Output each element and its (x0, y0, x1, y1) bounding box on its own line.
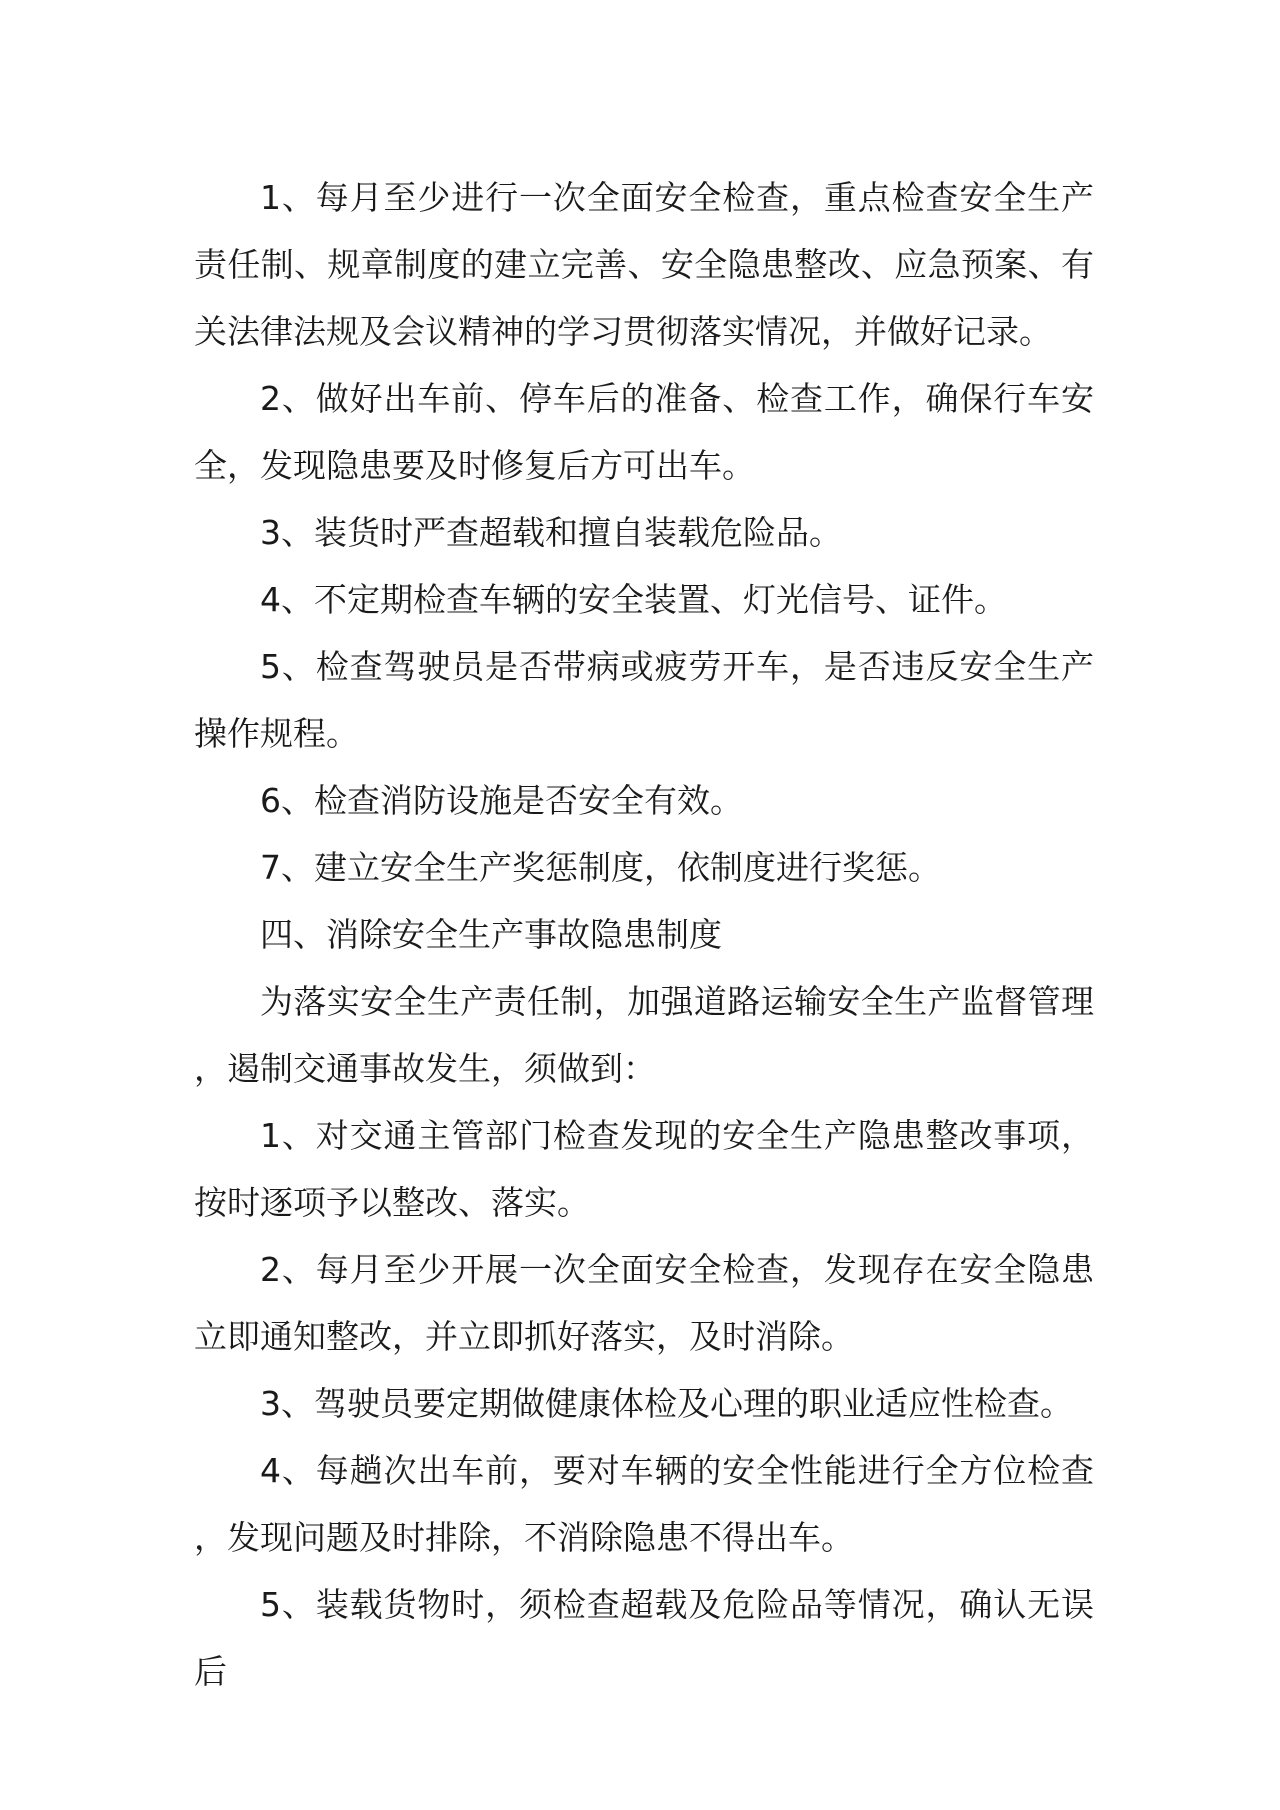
section-heading-hazard-elimination: 四、消除安全生产事故隐患制度 (260, 915, 722, 954)
paragraph-loading-check: 3、装货时严查超载和擅自装载危险品。 (260, 513, 842, 552)
paragraph-monthly-full-check: 2、每月至少开展一次全面安全检查，发现存在安全隐患立即通知整改，并立即抓好落实，及时消除。 (194, 1250, 1094, 1356)
paragraph-fire-facility-check: 6、检查消防设施是否安全有效。 (260, 781, 743, 820)
paragraph-cargo-check: 5、装载货物时，须检查超载及危险品等情况，确认无误后 (194, 1585, 1094, 1691)
paragraph-inspection-monthly: 1、每月至少进行一次全面安全检查，重点检查安全生产责任制、规章制度的建立完善、安全隐患整改、应急预案、有关法律法规及会议精神的学习贯彻落实情况，并做好记录。 (194, 178, 1094, 351)
paragraph-driver-check: 5、检查驾驶员是否带病或疲劳开车，是否违反安全生产操作规程。 (194, 647, 1094, 753)
paragraph-hazard-intro: 为落实安全生产责任制，加强道路运输安全生产监督管理，遏制交通事故发生，须做到： (194, 982, 1094, 1088)
paragraph-vehicle-device-check: 4、不定期检查车辆的安全装置、灯光信号、证件。 (260, 580, 1007, 619)
paragraph-trip-vehicle-check: 4、每趟次出车前，要对车辆的安全性能进行全方位检查，发现问题及时排除，不消除隐患不得出车。 (194, 1451, 1094, 1557)
paragraph-rectification: 1、对交通主管部门检查发现的安全生产隐患整改事项，按时逐项予以整改、落实。 (194, 1116, 1094, 1222)
paragraph-reward-penalty: 7、建立安全生产奖惩制度，依制度进行奖惩。 (260, 848, 941, 887)
document-body (194, 164, 1094, 1705)
paragraph-driver-health: 3、驾驶员要定期做健康体检及心理的职业适应性检查。 (260, 1384, 1073, 1423)
paragraph-pre-departure-check: 2、做好出车前、停车后的准备、检查工作，确保行车安全，发现隐患要及时修复后方可出车。 (194, 379, 1094, 485)
